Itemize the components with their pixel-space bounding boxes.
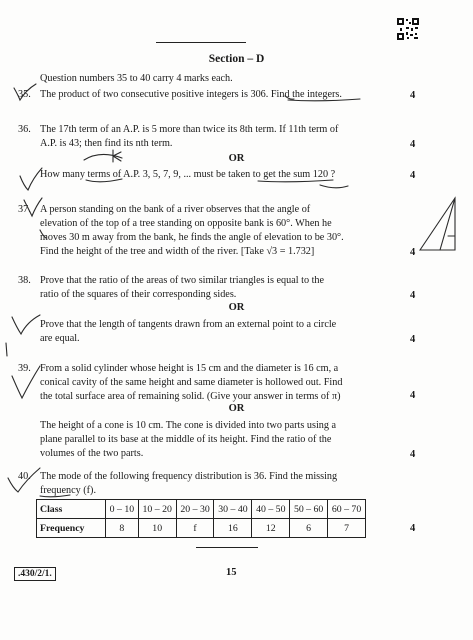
question-36-or-text: How many terms of A.P. 3, 5, 7, 9, ... must be taken to get the sum 120 ? <box>40 169 336 180</box>
question-36-marks: 4 <box>410 139 416 150</box>
question-35-text: The product of two consecutive positive integers is 306. Find the integers. <box>40 89 342 100</box>
table-cell-label-class: Class <box>37 500 106 519</box>
table-cell-class: 60 – 70 <box>328 500 366 519</box>
question-38-line1: Prove that the ratio of the areas of two similar triangles is equal to the <box>40 275 325 286</box>
table-cell-class: 30 – 40 <box>214 500 252 519</box>
question-40-number: 40. <box>18 471 31 482</box>
table-cell-frequency: 12 <box>252 519 290 538</box>
question-38-or-marks: 4 <box>410 334 416 345</box>
table-cell-frequency: 16 <box>214 519 252 538</box>
table-cell-class: 10 – 20 <box>138 500 176 519</box>
table-cell-frequency: f <box>176 519 214 538</box>
table-cell-class: 20 – 30 <box>176 500 214 519</box>
table-cell-class: 40 – 50 <box>252 500 290 519</box>
question-39-or-line3: volumes of the two parts. <box>40 448 144 459</box>
question-37-number: 37. <box>18 204 31 215</box>
question-39-or-line1: The height of a cone is 10 cm. The cone is divided into two parts using a <box>40 420 337 431</box>
question-38-number: 38. <box>18 275 31 286</box>
question-38-or: OR <box>228 302 245 313</box>
question-36-line2: A.P. is 43; then find its nth term. <box>40 138 173 149</box>
question-39-line1: From a solid cylinder whose height is 15 cm and the diameter is 16 cm, a <box>40 363 339 374</box>
question-37-line3: moves 30 m away from the bank, he finds the angle of elevation to be 30°. <box>40 232 344 243</box>
question-39-marks: 4 <box>410 390 416 401</box>
paper-code: .430/2/1. <box>14 567 56 581</box>
table-cell-frequency: 8 <box>106 519 139 538</box>
page-number: 15 <box>226 567 237 578</box>
question-36-or: OR <box>228 153 245 164</box>
section-instruction: Question numbers 35 to 40 carry 4 marks each. <box>40 73 233 84</box>
question-40-line2: frequency (f). <box>40 485 96 496</box>
question-38-or-line2: are equal. <box>40 333 80 344</box>
question-38-line2: ratio of the squares of their corresponding sides. <box>40 289 237 300</box>
question-37-line1: A person standing on the bank of a river observes that the angle of <box>40 204 311 215</box>
question-39-line2: conical cavity of the same height and same diameter is hollowed out. Find <box>40 377 343 388</box>
question-38-or-line1: Prove that the length of tangents drawn from an external point to a circle <box>40 319 337 330</box>
question-35-marks: 4 <box>410 90 416 101</box>
question-35-number: 35. <box>18 89 31 100</box>
table-cell-frequency: 6 <box>290 519 328 538</box>
table-cell-class: 0 – 10 <box>106 500 139 519</box>
table-cell-class: 50 – 60 <box>290 500 328 519</box>
question-40-line1: The mode of the following frequency distribution is 36. Find the missing <box>40 471 338 482</box>
question-39-or: OR <box>228 403 245 414</box>
question-37-line4: Find the height of the tree and width of the river. [Take √3 = 1.732] <box>40 246 315 257</box>
question-39-or-line2: plane parallel to its base at the middle of its height. Find the ratio of the <box>40 434 332 445</box>
table-cell-label-frequency: Frequency <box>37 519 106 538</box>
question-39-number: 39. <box>18 363 31 374</box>
table-cell-frequency: 10 <box>138 519 176 538</box>
question-36-number: 36. <box>18 124 31 135</box>
section-title: Section – D <box>208 53 265 65</box>
question-37-marks: 4 <box>410 247 416 258</box>
question-39-line3: the total surface area of remaining solid. (Give your answer in terms of π) <box>40 391 341 402</box>
question-37-line2: elevation of the top of a tree standing on opposite bank is 60°. When he <box>40 218 332 229</box>
question-39-or-marks: 4 <box>410 449 416 460</box>
question-36-line1: The 17th term of an A.P. is 5 more than twice its 8th term. If 11th term of <box>40 124 339 135</box>
question-36-or-marks: 4 <box>410 170 416 181</box>
table-cell-frequency: 7 <box>328 519 366 538</box>
question-38-marks: 4 <box>410 290 416 301</box>
question-40-marks: 4 <box>410 523 416 534</box>
